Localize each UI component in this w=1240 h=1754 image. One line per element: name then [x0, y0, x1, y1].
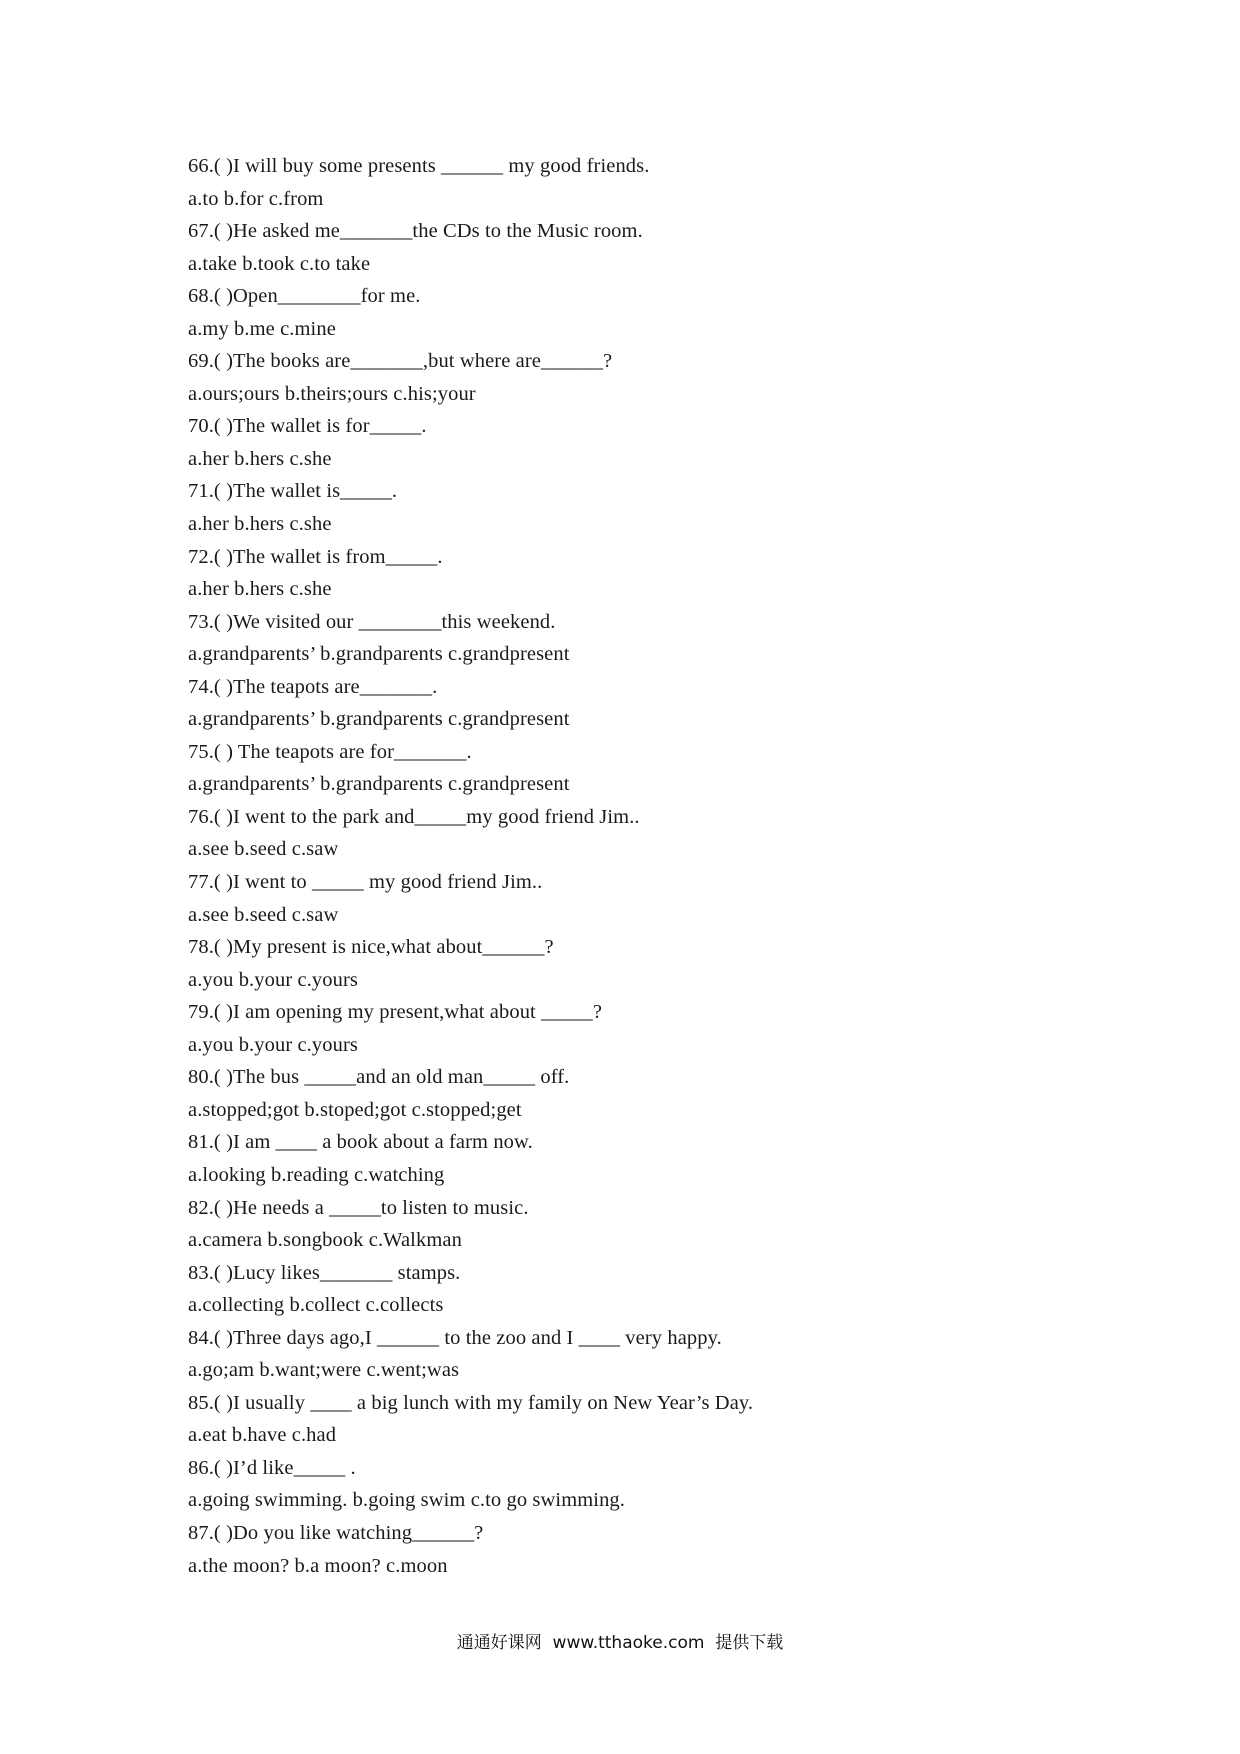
question-text: 84.( )Three days ago,I ______ to the zoo and I ____ very happy.: [188, 1326, 722, 1349]
answer-options: a.to b.for c.from: [188, 187, 324, 210]
answer-options: a.you b.your c.yours: [188, 968, 358, 991]
answer-options: a.collecting b.collect c.collects: [188, 1294, 444, 1317]
question-text: 80.( )The bus _____and an old man_____ off.: [188, 1066, 570, 1089]
answer-options: a.looking b.reading c.watching: [188, 1163, 445, 1186]
answer-options: a.her b.hers c.she: [188, 447, 332, 470]
answer-options: a.grandparents’ b.grandparents c.grandpresent: [188, 643, 570, 666]
answer-options: a.her b.hers c.she: [188, 578, 332, 601]
question-text: 67.( )He asked me_______the CDs to the Music room.: [188, 220, 643, 243]
question-text: 72.( )The wallet is from_____.: [188, 545, 443, 568]
answer-options: a.her b.hers c.she: [188, 513, 332, 536]
question-text: 86.( )I’d like_____ .: [188, 1456, 356, 1479]
page-footer: 通通好课网 www.tthaoke.com 提供下载: [456, 1633, 784, 1653]
answer-options: a.going swimming. b.going swim c.to go swimming.: [188, 1489, 626, 1512]
answer-options: a.grandparents’ b.grandparents c.grandpresent: [188, 708, 570, 731]
question-text: 70.( )The wallet is for_____.: [188, 415, 427, 438]
question-text: 87.( )Do you like watching______?: [188, 1521, 484, 1544]
answer-options: a.grandparents’ b.grandparents c.grandpresent: [188, 773, 570, 796]
question-text: 77.( )I went to _____ my good friend Jim..: [188, 871, 543, 894]
question-text: 81.( )I am ____ a book about a farm now.: [188, 1131, 533, 1154]
worksheet: [188, 150, 1148, 1582]
answer-options: a.you b.your c.yours: [188, 1033, 358, 1056]
question-text: 76.( )I went to the park and_____my good friend Jim..: [188, 805, 640, 828]
question-text: 74.( )The teapots are_______.: [188, 675, 438, 698]
answer-options: a.see b.seed c.saw: [188, 838, 339, 861]
question-text: 71.( )The wallet is_____.: [188, 480, 398, 503]
answer-options: a.ours;ours b.theirs;ours c.his;your: [188, 382, 476, 405]
answer-options: a.see b.seed c.saw: [188, 903, 339, 926]
question-text: 85.( )I usually ____ a big lunch with my family on New Year’s Day.: [188, 1391, 754, 1414]
question-text: 66.( )I will buy some presents ______ my good friends.: [188, 155, 650, 177]
question-text: 69.( )The books are_______,but where are______?: [188, 350, 613, 373]
question-text: 73.( )We visited our ________this weekend.: [188, 610, 556, 633]
question-text: 75.( ) The teapots are for_______.: [188, 740, 472, 763]
answer-options: a.go;am b.want;were c.went;was: [188, 1359, 460, 1382]
question-text: 82.( )He needs a _____to listen to music.: [188, 1196, 529, 1219]
question-text: 68.( )Open________for me.: [188, 285, 421, 308]
question-list: [188, 150, 1148, 1582]
answer-options: a.camera b.songbook c.Walkman: [188, 1229, 462, 1252]
question-text: 79.( )I am opening my present,what about _____?: [188, 1001, 603, 1024]
answer-options: a.stopped;got b.stoped;got c.stopped;get: [188, 1098, 522, 1121]
answer-options: a.take b.took c.to take: [188, 252, 371, 275]
answer-options: a.the moon? b.a moon? c.moon: [188, 1554, 448, 1577]
answer-options: a.my b.me c.mine: [188, 317, 336, 340]
question-text: 78.( )My present is nice,what about______?: [188, 936, 554, 959]
answer-options: a.eat b.have c.had: [188, 1424, 337, 1447]
question-text: 83.( )Lucy likes_______ stamps.: [188, 1261, 461, 1284]
